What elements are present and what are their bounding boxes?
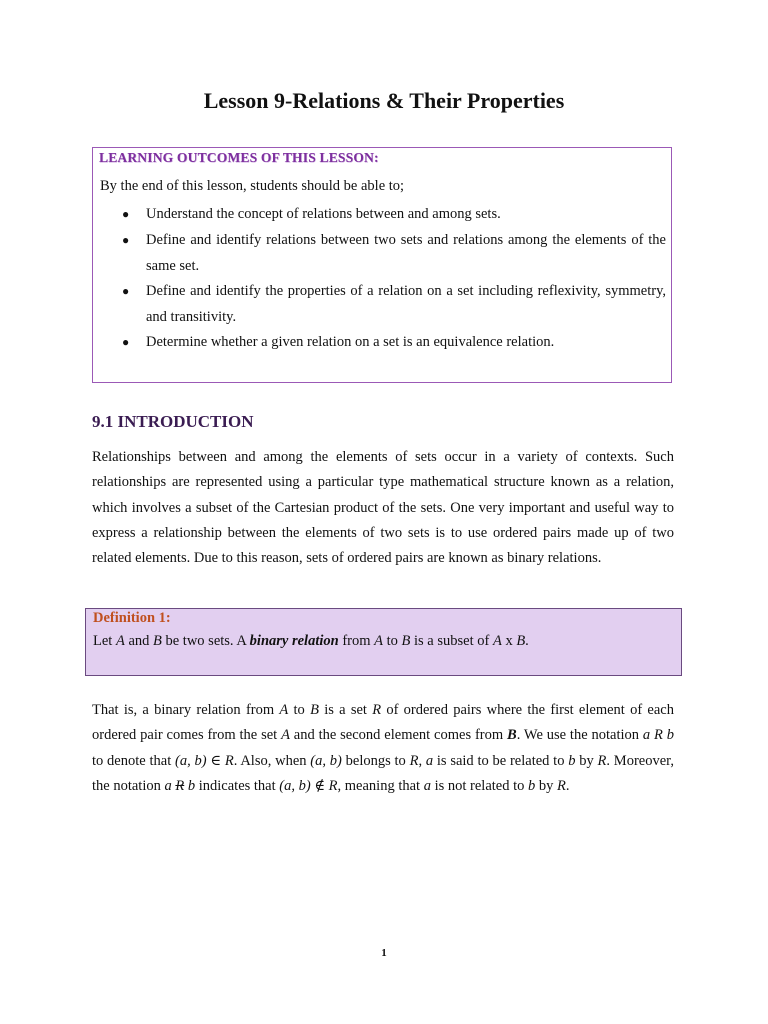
learning-outcomes-box (92, 147, 672, 383)
outcome-item (122, 227, 666, 279)
page-number: 1 (381, 947, 387, 959)
learning-outcomes-intro: By the end of this lesson, students should be able to; (100, 178, 405, 194)
bullet-icon: ● (122, 335, 130, 349)
learning-outcomes-heading: LEARNING OUTCOMES OF THIS LESSON: (99, 150, 379, 165)
not-related-symbol: R (175, 777, 185, 794)
page-title: Lesson 9-Relations & Their Properties (203, 88, 565, 113)
definition-text: Let A and B be two sets. A binary relation from A to B is a subset of A x B. (93, 633, 529, 649)
outcome-text: Understand the concept of relations between and among sets. (146, 206, 501, 222)
bullet-icon: ● (122, 284, 130, 298)
outcome-text: Determine whether a given relation on a set is an equivalence relation. (146, 334, 555, 350)
definition-box (85, 608, 682, 676)
outcome-item (122, 278, 666, 330)
outcome-text: Define and identify the properties of a relation on a set including reflexivity, symmetry, and transitivity. (146, 283, 666, 325)
outcome-text: Define and identify relations between two sets and relations among the elements of the same set. (146, 232, 666, 274)
definition-title: Definition 1: (93, 610, 171, 626)
bullet-icon: ● (122, 233, 130, 247)
intro-paragraph: Relationships between and among the elements of sets occur in a variety of contexts. Such relationships are represented using a particular type mathematical structure known as a relation, which involves a subset of the Cartesian product of the sets. One very important and useful way to express a relationship between the elements of two sets is to use ordered pairs made up of two related elements. Due to this reason, sets of ordered pairs are known as binary relations. (92, 449, 674, 567)
section-heading: 9.1 INTRODUCTION (92, 412, 254, 431)
explanation-paragraph: That is, a binary relation from A to B is a set R of ordered pairs where the first element of each ordered pair comes from the set A and the second element comes from B. We use the notation a R b to denote that (a, b) ∈ R. Also, when (a, b) belongs to R, a is said to be related to b by R. Moreover, the notation a R b indicates that (a, b) ∉ R, meaning that a is not related to b by R. (92, 702, 675, 794)
outcome-item (122, 329, 666, 355)
outcome-item (122, 201, 666, 227)
bullet-icon: ● (122, 207, 130, 221)
